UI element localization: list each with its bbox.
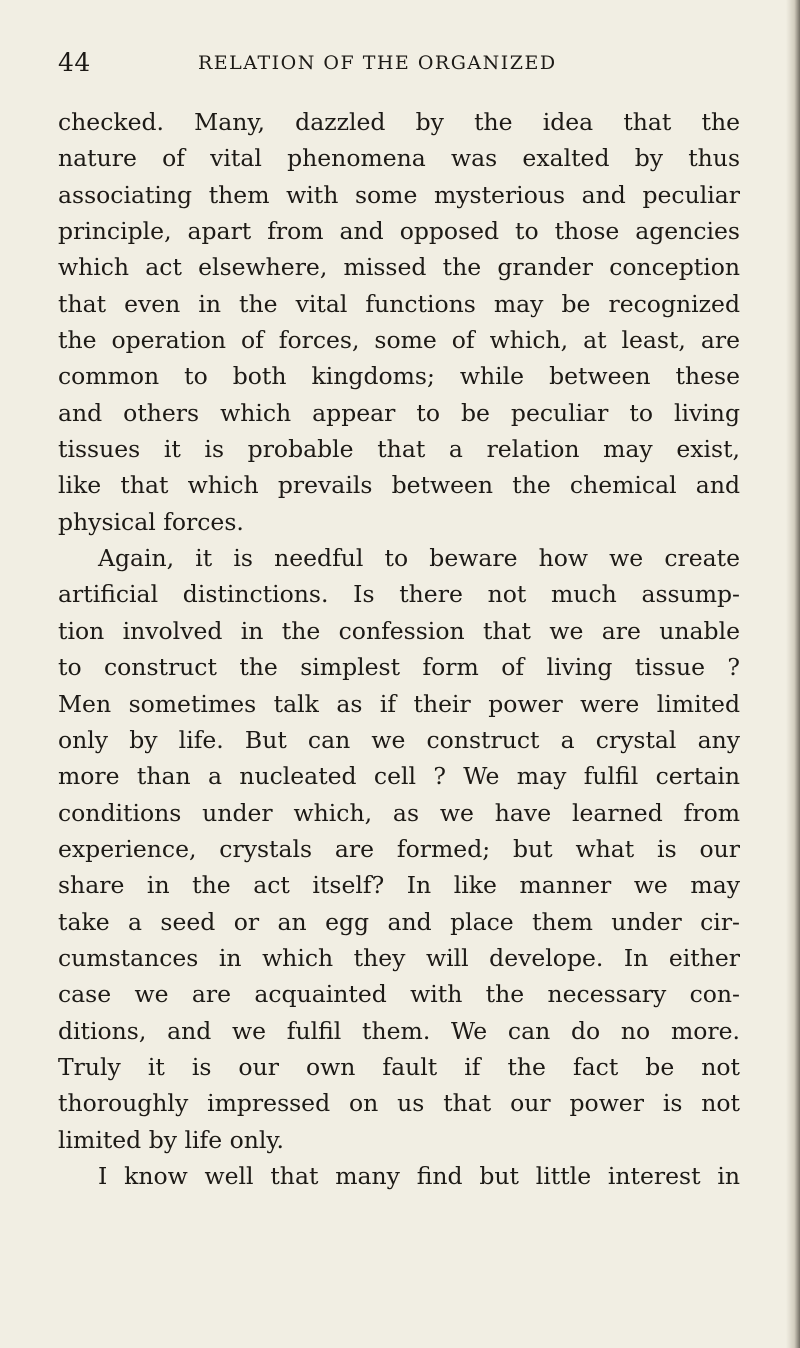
text-line: the operation of forces, some of which, at least, are <box>58 326 740 355</box>
text-line: only by life. But can we construct a crystal any <box>58 725 740 754</box>
text-line: like that which prevails between the chemical and <box>58 471 740 500</box>
text-line: and others which appear to be peculiar to living <box>58 398 740 427</box>
text-line: Again, it is needful to beware how we create <box>98 544 740 573</box>
text-line: I know well that many find but little interest in <box>98 1161 740 1190</box>
text-line: more than a nucleated cell ? We may fulfil certain <box>58 762 740 791</box>
text-line: that even in the vital functions may be recognized <box>58 289 740 318</box>
text-line: Truly it is our own fault if the fact be not <box>58 1052 740 1081</box>
page-edge-shadow <box>786 0 800 1348</box>
text-line: tissues it is probable that a relation may exist, <box>58 435 740 464</box>
text-line: share in the act itself? In like manner we may <box>58 871 740 900</box>
text-line: common to both kingdoms; while between these <box>58 362 740 391</box>
text-line: experience, crystals are formed; but what is our <box>58 834 740 863</box>
text-line: physical forces. <box>58 507 244 536</box>
text-line: cumstances in which they will develope. In either <box>58 943 740 972</box>
text-line: checked. Many, dazzled by the idea that the <box>58 108 740 136</box>
text-line: thoroughly impressed on us that our power is not <box>58 1089 740 1118</box>
body-text <box>58 104 740 1194</box>
text-line: tion involved in the confession that we are unable <box>58 616 740 645</box>
text-line: which act elsewhere, missed the grander conception <box>58 253 740 282</box>
running-title: RELATION OF THE ORGANIZED <box>198 52 557 74</box>
text-line: limited by life only. <box>58 1125 285 1154</box>
text-line: conditions under which, as we have learned from <box>58 798 740 827</box>
running-head <box>58 48 738 82</box>
text-line: case we are acquainted with the necessary con- <box>58 980 740 1009</box>
text-line: take a seed or an egg and place them under cir- <box>58 907 740 936</box>
text-line: to construct the simplest form of living tissue ? <box>58 653 740 682</box>
text-line: principle, apart from and opposed to those agencies <box>58 217 740 246</box>
text-line: artificial distinctions. Is there not much assump- <box>58 580 740 609</box>
text-line: Men sometimes talk as if their power were limited <box>58 689 740 718</box>
page-number: 44 <box>58 48 91 77</box>
text-line: nature of vital phenomena was exalted by thus <box>58 144 740 173</box>
text-line: ditions, and we fulfil them. We can do no more. <box>58 1016 740 1045</box>
text-line: associating them with some mysterious and peculiar <box>58 180 740 209</box>
